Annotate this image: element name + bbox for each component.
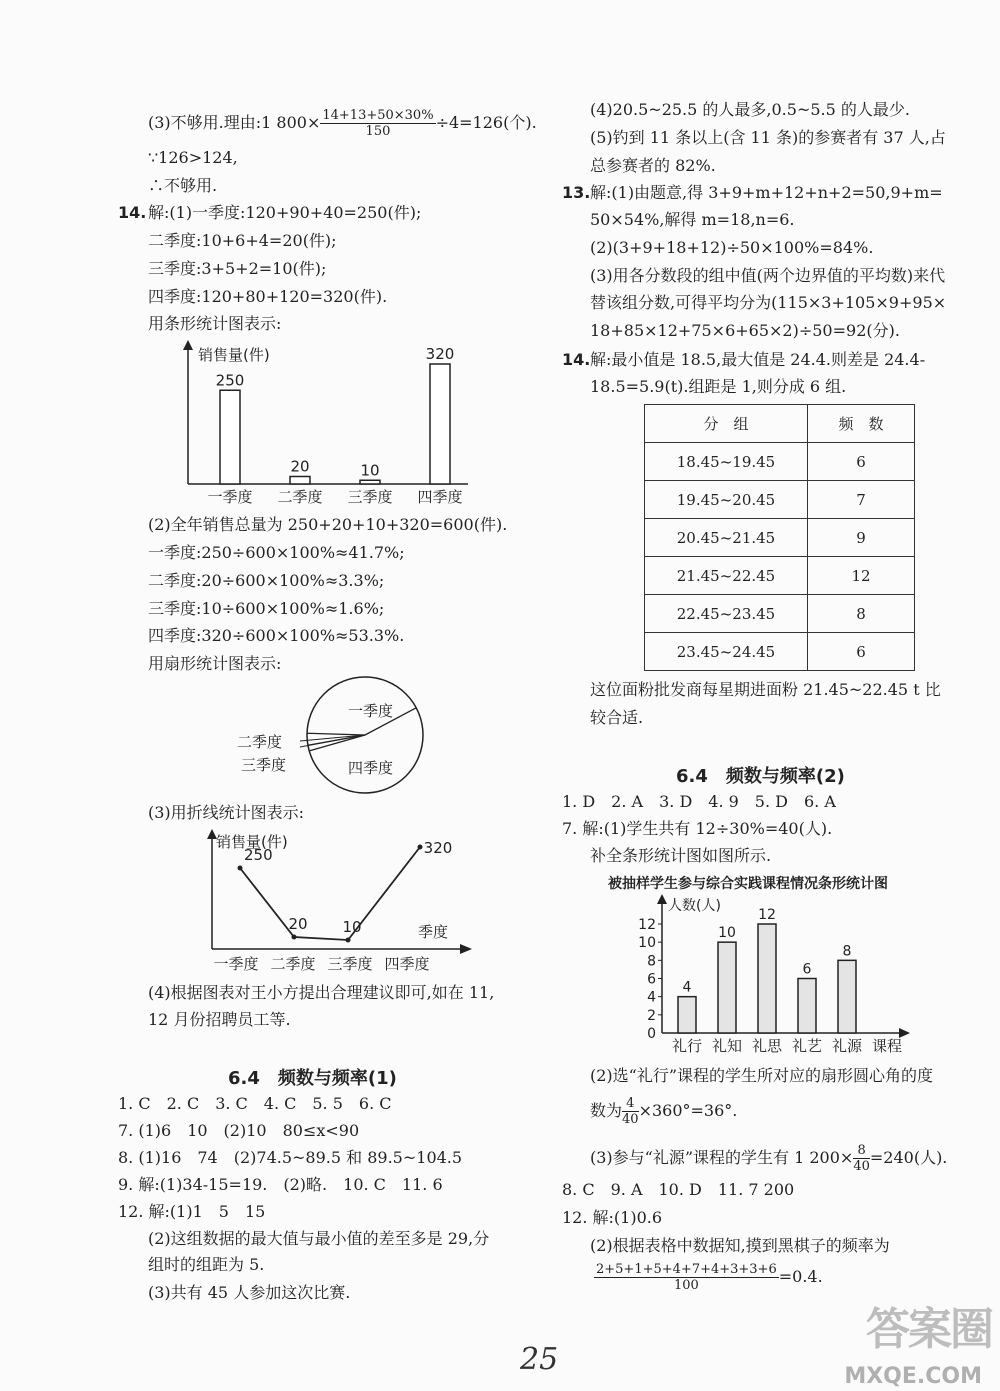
table-cell: 12 (808, 557, 915, 595)
table-header-row (645, 405, 915, 443)
answers-2-line-4: 8. C 9. A 10. D 11. 7 200 (562, 1180, 795, 1199)
fraction-numerator: 8 (853, 1143, 870, 1159)
section-title-2: 6.4 频数与频率(2) (676, 766, 845, 787)
y-tick-label: 8 (647, 953, 656, 970)
q14r-line-2: 18.5=5.9(t).组距是 1,则分成 6 组. (590, 377, 847, 396)
data-label: 250 (244, 846, 273, 864)
pie-label-q1: 一季度 (348, 702, 394, 720)
data-point (292, 935, 297, 940)
pie-label-q4: 四季度 (348, 759, 394, 777)
fraction-numerator: 14+13+50×30% (322, 108, 434, 123)
table-cell: 19.45~20.45 (645, 481, 808, 519)
table-row (645, 557, 915, 595)
bar (798, 979, 816, 1034)
answers-2-line-6: (2)根据表格中数据知,摸到黑棋子的频率为 (590, 1236, 890, 1255)
sales-pie-chart (230, 675, 460, 800)
x-axis-arrow (460, 944, 472, 954)
data-label: 250 (215, 371, 245, 390)
table-cell: 18.45~19.45 (645, 443, 808, 481)
bar (430, 364, 450, 484)
data-label: 10 (360, 461, 380, 480)
answers-2-frac-line (594, 1262, 823, 1293)
y-axis-arrow (657, 894, 667, 904)
y-tick-label: 6 (647, 971, 656, 988)
q13-line-1: 解:(1)由题意,得 3+9+m+12+n+2=50,9+m= (590, 183, 943, 202)
table-row (645, 633, 915, 671)
part3-prefix: (3)参与“礼源”课程的学生有 1 200× (590, 1148, 854, 1167)
table-cell: 23.45~24.45 (645, 633, 808, 671)
part2-prefix: 数为 (590, 1101, 623, 1120)
q13-part3-line (148, 108, 537, 139)
answers-1-line-4: 9. 解:(1)34-15=19. (2)略. 10. C 11. 6 (118, 1175, 443, 1194)
q13-part3-fraction (320, 108, 435, 139)
bar (678, 997, 696, 1033)
data-label: 10 (718, 925, 736, 942)
table-cell: 22.45~23.45 (645, 595, 808, 633)
x-tick-label: 二季度 (277, 488, 323, 506)
x-tick-label: 礼源 (831, 1037, 863, 1055)
therefore-line: ∴不够用. (148, 176, 218, 195)
q14-part2-line-1: (2)全年销售总量为 250+20+10+320=600(件). (148, 515, 508, 534)
x-tick-label: 四季度 (417, 488, 463, 506)
x-tick-label: 一季度 (207, 488, 253, 506)
x-tick-label: 一季度 (213, 955, 259, 973)
table-row (645, 481, 915, 519)
data-point (238, 866, 243, 871)
pie-label-q2: 二季度 (237, 733, 283, 751)
right-line-1: (4)20.5~25.5 的人最多,0.5~5.5 的人最少. (590, 100, 910, 119)
y-axis-label: 人数(人) (668, 898, 721, 914)
y-tick-label: 12 (638, 917, 656, 933)
q13-part3-prefix: (3)不够用.理由:1 800× (148, 113, 321, 132)
q13-line-2: 50×54%,解得 m=18,n=6. (590, 210, 795, 229)
fraction-denominator: 40 (622, 1112, 639, 1127)
x-tick-label: 礼艺 (791, 1037, 823, 1055)
answers-2-part2-a: (2)选“礼行”课程的学生所对应的扇形圆心角的度 (590, 1066, 934, 1085)
bar (290, 477, 310, 485)
q14-line-4: 四季度:120+80+120=320(件). (148, 287, 388, 306)
table-cell: 6 (808, 443, 915, 481)
answers-2-part2-b (590, 1096, 737, 1127)
sales-bar-chart (150, 338, 480, 510)
frequency-fraction (594, 1262, 779, 1293)
data-label: 20 (288, 915, 308, 933)
answers-1-line-2: 7. (1)6 10 (2)10 80≤x<90 (118, 1121, 360, 1140)
right-line-3: 总参赛者的 82%. (590, 156, 716, 175)
q14-number: 14. (118, 203, 147, 222)
data-label: 4 (682, 979, 692, 996)
right-line-2: (5)钓到 11 条以上(含 11 条)的参赛者有 37 人,占 (590, 128, 946, 147)
x-tick-label: 二季度 (270, 955, 316, 973)
answers-1-line-1: 1. C 2. C 3. C 4. C 5. 5 6. C (118, 1094, 392, 1113)
because-line: ∵126>124, (148, 148, 238, 167)
bar (838, 960, 856, 1033)
y-tick-label: 2 (647, 1007, 656, 1024)
q13-line-4: (3)用各分数段的组中值(两个边界值的平均数)来代 (590, 266, 946, 285)
table-cell: 6 (808, 633, 915, 671)
q14-part2-line-6: 用扇形统计图表示: (148, 654, 282, 673)
answers-2-line-2: 7. 解:(1)学生共有 12÷30%=40(人). (562, 819, 833, 838)
data-label: 12 (758, 907, 776, 923)
y-tick-label: 10 (638, 935, 656, 952)
y-axis-label: 销售量(件) (216, 833, 288, 851)
q14-part2-line-2: 一季度:250÷600×100%≈41.7%; (148, 543, 405, 562)
data-label: 20 (290, 457, 310, 476)
q14-part4-line-1: (4)根据图表对王小方提出合理建议即可,如在 11, (148, 983, 495, 1002)
data-label: 320 (425, 345, 455, 363)
q14-line-3: 三季度:3+5+2=10(件); (148, 259, 327, 278)
q14-part2-line-4: 三季度:10÷600×100%≈1.6%; (148, 599, 385, 618)
q13-line-3: (2)(3+9+18+12)÷50×100%=84%. (590, 238, 874, 257)
x-axis-label: 课程 (872, 1037, 903, 1055)
answers-1-line-8: (3)共有 45 人参加这次比赛. (148, 1283, 351, 1302)
data-point (346, 938, 351, 943)
q14r-conclusion-2: 较合适. (590, 708, 644, 727)
bar (718, 942, 736, 1033)
part3-suffix: =240(人). (869, 1148, 948, 1167)
x-tick-label: 四季度 (384, 955, 430, 973)
x-tick-label: 礼行 (671, 1037, 703, 1055)
x-tick-label: 礼知 (711, 1037, 743, 1055)
fraction-denominator: 40 (853, 1159, 870, 1174)
x-tick-label: 礼思 (751, 1037, 783, 1055)
y-tick-label: 0 (647, 1026, 656, 1042)
watermark-logo: 答案圈 (866, 1304, 992, 1355)
q13-line-5: 替该组分数,可得平均分为(115×3+105×9+95× (590, 293, 947, 312)
q14-line-2: 二季度:10+6+4=20(件); (148, 231, 337, 250)
data-label: 10 (342, 918, 362, 936)
table-header: 频 数 (808, 405, 915, 443)
page-number: 25 (520, 1342, 559, 1377)
data-point (418, 845, 423, 850)
answers-2-line-1: 1. D 2. A 3. D 4. 9 5. D 6. A (562, 792, 836, 811)
pie-leader-line (300, 735, 365, 747)
q14-line-5: 用条形统计图表示: (148, 314, 282, 333)
part2-suffix: ×360°=36°. (638, 1101, 738, 1120)
q14r-line-1: 解:最小值是 18.5,最大值是 24.4.则差是 24.4- (590, 350, 926, 369)
table-row (645, 595, 915, 633)
bar (758, 924, 776, 1033)
q14r-conclusion-1: 这位面粉批发商每星期进面粉 21.45~22.45 t 比 (590, 680, 941, 699)
answers-2-line-3: 补全条形统计图如图所示. (590, 846, 772, 865)
x-tick-label: 三季度 (347, 488, 393, 506)
course-bar-chart (596, 868, 966, 1056)
answers-1-line-3: 8. (1)16 74 (2)74.5~89.5 和 89.5~104.5 (118, 1148, 463, 1167)
q13-number: 13. (562, 183, 591, 202)
q14-part2-line-5: 四季度:320÷600×100%≈53.3%. (148, 626, 405, 645)
frequency-result: =0.4. (778, 1267, 823, 1286)
table-row (645, 519, 915, 557)
q14-part4-line-2: 12 月份招聘员工等. (148, 1010, 291, 1029)
bar (220, 390, 240, 484)
part2-fraction (622, 1096, 639, 1127)
sales-line-chart (180, 825, 480, 975)
x-tick-label: 三季度 (327, 955, 373, 973)
answers-1-line-7: 组时的组距为 5. (148, 1255, 265, 1274)
bar-group (207, 345, 462, 506)
y-axis-label: 销售量(件) (198, 346, 270, 364)
bar (360, 480, 380, 484)
fraction-denominator: 150 (365, 124, 391, 139)
q14-line-1: 解:(1)一季度:120+90+40=250(件); (148, 203, 422, 222)
part3-fraction (853, 1143, 870, 1174)
y-tick-label: 4 (647, 989, 656, 1006)
table-cell: 21.45~22.45 (645, 557, 808, 595)
answers-1-line-6: (2)这组数据的最大值与最小值的差至多是 29,分 (148, 1229, 490, 1248)
pie-label-q3: 三季度 (241, 756, 287, 774)
table-row (645, 443, 915, 481)
table-cell: 9 (808, 519, 915, 557)
answers-1-line-5: 12. 解:(1)1 5 15 (118, 1202, 266, 1221)
table-cell: 8 (808, 595, 915, 633)
line-series (213, 839, 452, 973)
y-tick-group (638, 917, 662, 1042)
answers-2-line-5: 12. 解:(1)0.6 (562, 1208, 663, 1227)
fraction-numerator: 2+5+1+5+4+7+4+3+3+6 (596, 1262, 777, 1277)
data-label: 6 (802, 961, 812, 978)
table-cell: 7 (808, 481, 915, 519)
fraction-denominator: 100 (673, 1278, 699, 1293)
chart-title: 被抽样学生参与综合实践课程情况条形统计图 (608, 876, 888, 892)
x-axis-label: 季度 (418, 923, 449, 941)
data-label: 320 (423, 839, 453, 857)
q13-line-6: 18+85×12+75×6+65×2)÷50=92(分). (590, 321, 900, 340)
answers-2-part3 (590, 1143, 947, 1174)
y-axis-arrow (183, 340, 193, 350)
table-header: 分 组 (645, 405, 808, 443)
q14-part3-line: (3)用折线统计图表示: (148, 803, 305, 822)
q13-part3-suffix: ÷4=126(个). (435, 113, 537, 132)
q14r-number: 14. (562, 350, 591, 369)
fraction-numerator: 4 (622, 1096, 639, 1112)
section-title-1: 6.4 频数与频率(1) (228, 1068, 397, 1089)
watermark-url: MXQE.COM (844, 1364, 982, 1389)
frequency-table (644, 404, 915, 671)
pie-slice-boundary (307, 733, 365, 735)
data-label: 8 (842, 943, 852, 960)
q14-part2-line-3: 二季度:20÷600×100%≈3.3%; (148, 571, 385, 590)
table-cell: 20.45~21.45 (645, 519, 808, 557)
